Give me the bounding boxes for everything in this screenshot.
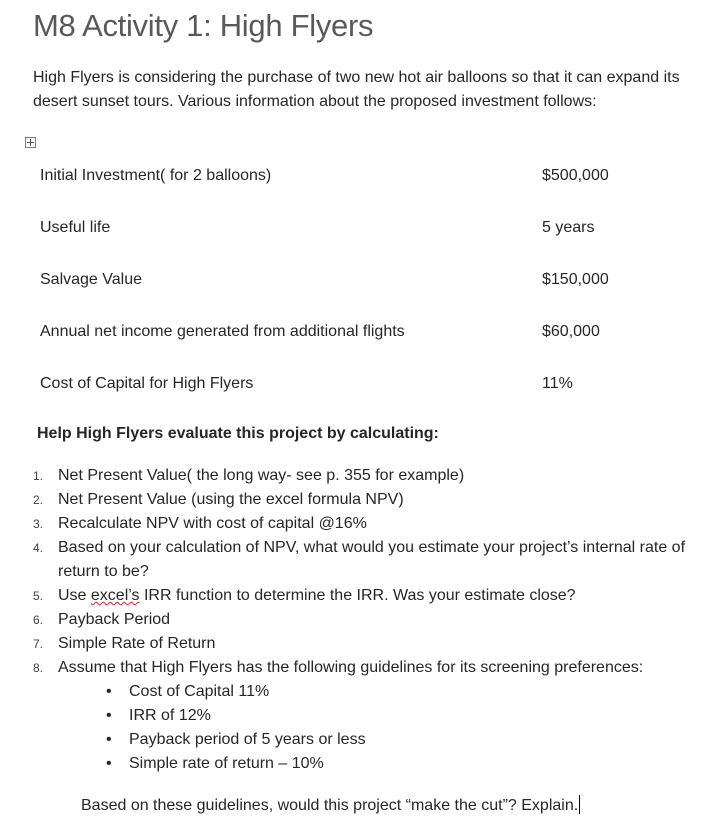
bullet-text: Simple rate of return – 10% bbox=[129, 755, 324, 772]
list-text: Net Present Value (using the excel formula NPV) bbox=[58, 491, 404, 508]
row-label: Initial Investment( for 2 balloons) bbox=[40, 167, 272, 184]
table-row bbox=[40, 372, 680, 396]
bullet-icon: • bbox=[106, 755, 112, 772]
list-number: 4. bbox=[33, 541, 44, 555]
bullet-text: Payback period of 5 years or less bbox=[129, 731, 366, 748]
table-row bbox=[40, 216, 680, 240]
help-heading: Help High Flyers evaluate this project by calculating: bbox=[37, 425, 439, 442]
list-text bbox=[58, 584, 698, 608]
list-number: 1. bbox=[33, 469, 44, 483]
intro-paragraph: High Flyers is considering the purchase of two new hot air balloons so that it can expand its desert sunset tours. Various information about the proposed investment follows: bbox=[33, 69, 680, 110]
text-cursor bbox=[579, 795, 580, 814]
list-text-post: IRR function to determine the IRR. Was your estimate close? bbox=[139, 587, 576, 604]
list-text: Net Present Value( the long way- see p. 355 for example) bbox=[58, 467, 465, 484]
row-value: 5 years bbox=[542, 219, 595, 236]
bullet-text: IRR of 12% bbox=[129, 707, 211, 724]
bullet-text: Cost of Capital 11% bbox=[129, 683, 270, 700]
table-row bbox=[40, 320, 680, 344]
bullet-icon: • bbox=[106, 731, 112, 748]
row-label: Useful life bbox=[40, 219, 111, 236]
row-label: Cost of Capital for High Flyers bbox=[40, 375, 254, 392]
list-text: Based on your calculation of NPV, what would you estimate your project’s internal rate of return to be? bbox=[58, 539, 686, 580]
list-text: Assume that High Flyers has the following guidelines for its screening preferences: bbox=[58, 659, 644, 676]
table-move-handle-icon[interactable] bbox=[25, 137, 36, 148]
row-label: Annual net income generated from additional flights bbox=[40, 323, 405, 340]
list-text: Simple Rate of Return bbox=[58, 635, 216, 652]
list-text: Recalculate NPV with cost of capital @16% bbox=[58, 515, 367, 532]
list-number: 8. bbox=[33, 661, 44, 675]
row-label: Salvage Value bbox=[40, 271, 142, 288]
row-value: $500,000 bbox=[542, 167, 609, 184]
table-row bbox=[40, 268, 680, 292]
closing-text: Based on these guidelines, would this project “make the cut”? Explain. bbox=[81, 797, 579, 814]
row-value: $150,000 bbox=[542, 271, 609, 288]
list-number: 5. bbox=[33, 589, 44, 603]
spelling-flagged-word[interactable]: excel’s bbox=[90, 587, 140, 604]
list-number: 3. bbox=[33, 517, 44, 531]
row-value: $60,000 bbox=[542, 323, 600, 340]
list-text: Payback Period bbox=[58, 611, 171, 628]
row-value: 11% bbox=[542, 375, 573, 392]
bullet-icon: • bbox=[106, 683, 112, 700]
list-text-pre: Use bbox=[58, 587, 91, 604]
closing-question[interactable] bbox=[81, 794, 580, 818]
document-title: M8 Activity 1: High Flyers bbox=[33, 8, 374, 43]
list-number: 2. bbox=[33, 493, 44, 507]
list-number: 6. bbox=[33, 613, 44, 627]
table-row bbox=[40, 164, 680, 188]
list-number: 7. bbox=[33, 637, 44, 651]
bullet-icon: • bbox=[106, 707, 112, 724]
